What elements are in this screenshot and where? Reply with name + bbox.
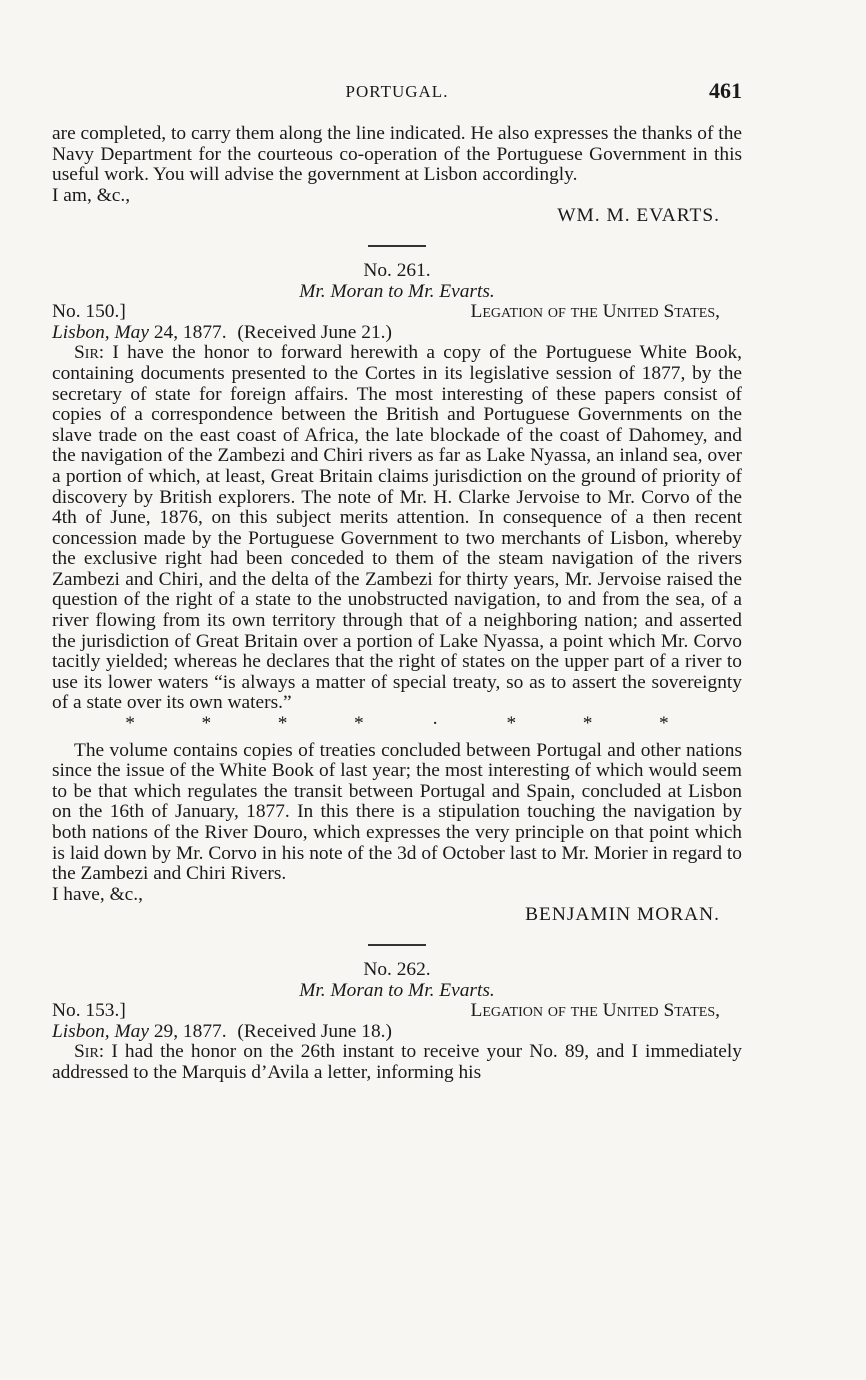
star: * — [354, 713, 364, 735]
paragraph-261-2: The volume contains copies of treaties concluded between Portugal and other nations since the issue of the White Book of last year; the most interesting of which would seem to be that which regulates the transit between Portugal and Spain, concluded at Lisbon on the 16th of January, 1877. In this there is a stipulation touching the navigation by both nations of the River Douro, which expresses the very principle on that point which is laid down by Mr. Corvo in his note of the 3d of October last to Mr. Morier in regard to the Zambezi and Chiri Rivers. — [52, 739, 742, 885]
closing-1: I am, &c., — [52, 184, 131, 206]
month-261: May — [114, 321, 149, 343]
place-date-262 — [52, 1022, 742, 1043]
continuation-line-2: the thanks of the Navy Department for the courteous co-operation of — [52, 123, 742, 165]
star: * — [277, 713, 288, 735]
dispatch-ref-262: No. 153.] — [52, 1000, 126, 1022]
salutation-261: Sir: — [74, 342, 105, 364]
signature-261: BENJAMIN MORAN. — [525, 904, 720, 926]
page-header — [52, 78, 742, 106]
continuation-paragraph — [52, 124, 742, 186]
section-divider — [368, 245, 426, 247]
document-number-262: No. 262. — [363, 958, 431, 980]
star: * — [506, 713, 517, 735]
date-262: 29, 1877. — [153, 1020, 227, 1042]
star: * — [125, 713, 135, 735]
from-to-261: Mr. Moran to Mr. Evarts. — [299, 280, 495, 302]
running-title: PORTUGAL. — [345, 82, 449, 101]
place-262: Lisbon, — [52, 1020, 110, 1042]
month-262: May — [114, 1020, 149, 1042]
paragraph-261-1 — [52, 343, 742, 714]
star: * — [201, 713, 212, 735]
legation-line-262: Legation of the United States, — [470, 1000, 720, 1022]
star: * — [582, 713, 593, 735]
place-261: Lisbon, — [52, 321, 110, 343]
section-divider — [368, 944, 426, 946]
star: · — [431, 713, 439, 735]
received-262: (Received June 18.) — [237, 1020, 392, 1042]
paragraph-262-1 — [52, 1042, 742, 1083]
page-body — [52, 124, 742, 1084]
legation-line-261: Legation of the United States, — [470, 301, 720, 323]
ellipsis-stars — [52, 714, 742, 735]
place-date-261 — [52, 323, 742, 344]
dispatch-heading-262 — [52, 1001, 742, 1022]
from-to-262: Mr. Moran to Mr. Evarts. — [299, 979, 495, 1001]
paragraph-262-1-text: I had the honor on the 26th instant to receive your No. 89, and I immediately addressed to the Marquis d’Avila a letter, informing his — [52, 1041, 742, 1083]
continuation-line-4: government at Lisbon accordingly. — [307, 164, 578, 186]
star: * — [659, 713, 669, 735]
dispatch-heading-261 — [52, 302, 742, 323]
signature-1: WM. M. EVARTS. — [557, 205, 720, 227]
continuation-line-1: are completed, to carry them along the line indicated. He also expresses — [52, 123, 609, 144]
salutation-262: Sir: — [74, 1041, 105, 1063]
closing-261: I have, &c., — [52, 883, 143, 905]
page-number: 461 — [709, 78, 742, 103]
paragraph-261-1-text: I have the honor to forward herewith a copy of the Portuguese White Book, containing documents presented to the Cortes in its legislative session of 1877, by the secretary of state for foreign affairs. The most interesting of these papers consist of copies of a correspondence between the British and Portuguese Governments on the slave trade on the east coast of Africa, the late blockade of the coast of Dahomey, and the navigation of the Zambezi and Chiri rivers as far as Lake Nyassa, an inland sea, over a portion of which, at least, Great Britain claims jurisdiction on the ground of priority of discovery by British explorers. The note of Mr. H. Clarke Jervoise to Mr. Corvo of the 4th of June, 1876, on this subject merits attention. In consequence of a then recent concession made by the Portuguese Government to two merchants of Lisbon, whereby the exclusive right had been conceded to them of the steam navigation of the rivers Zambezi and Chiri, and the delta of the Zambezi for thirty years, Mr. Jervoise raised the question of the right of a state to the unobstructed navigation, to and from the sea, of a river flowing from its own territory through that of a neighboring nation; and asserted the jurisdiction of Great Britain over a portion of Lake Nyassa, a point which Mr. Corvo tacitly yielded; whereas he declares that the right of states on the upper part of a river to use its lower waters “is always a matter of special treaty, so as to assert the sovereignty of a state over its own waters.” — [52, 342, 742, 714]
date-261: 24, 1877. — [153, 321, 227, 343]
received-261: (Received June 21.) — [237, 321, 392, 343]
continuation-line-3: the Portuguese Government in this useful work. You will advise the — [52, 143, 742, 186]
dispatch-ref-261: No. 150.] — [52, 301, 126, 323]
document-number-261: No. 261. — [363, 259, 431, 281]
